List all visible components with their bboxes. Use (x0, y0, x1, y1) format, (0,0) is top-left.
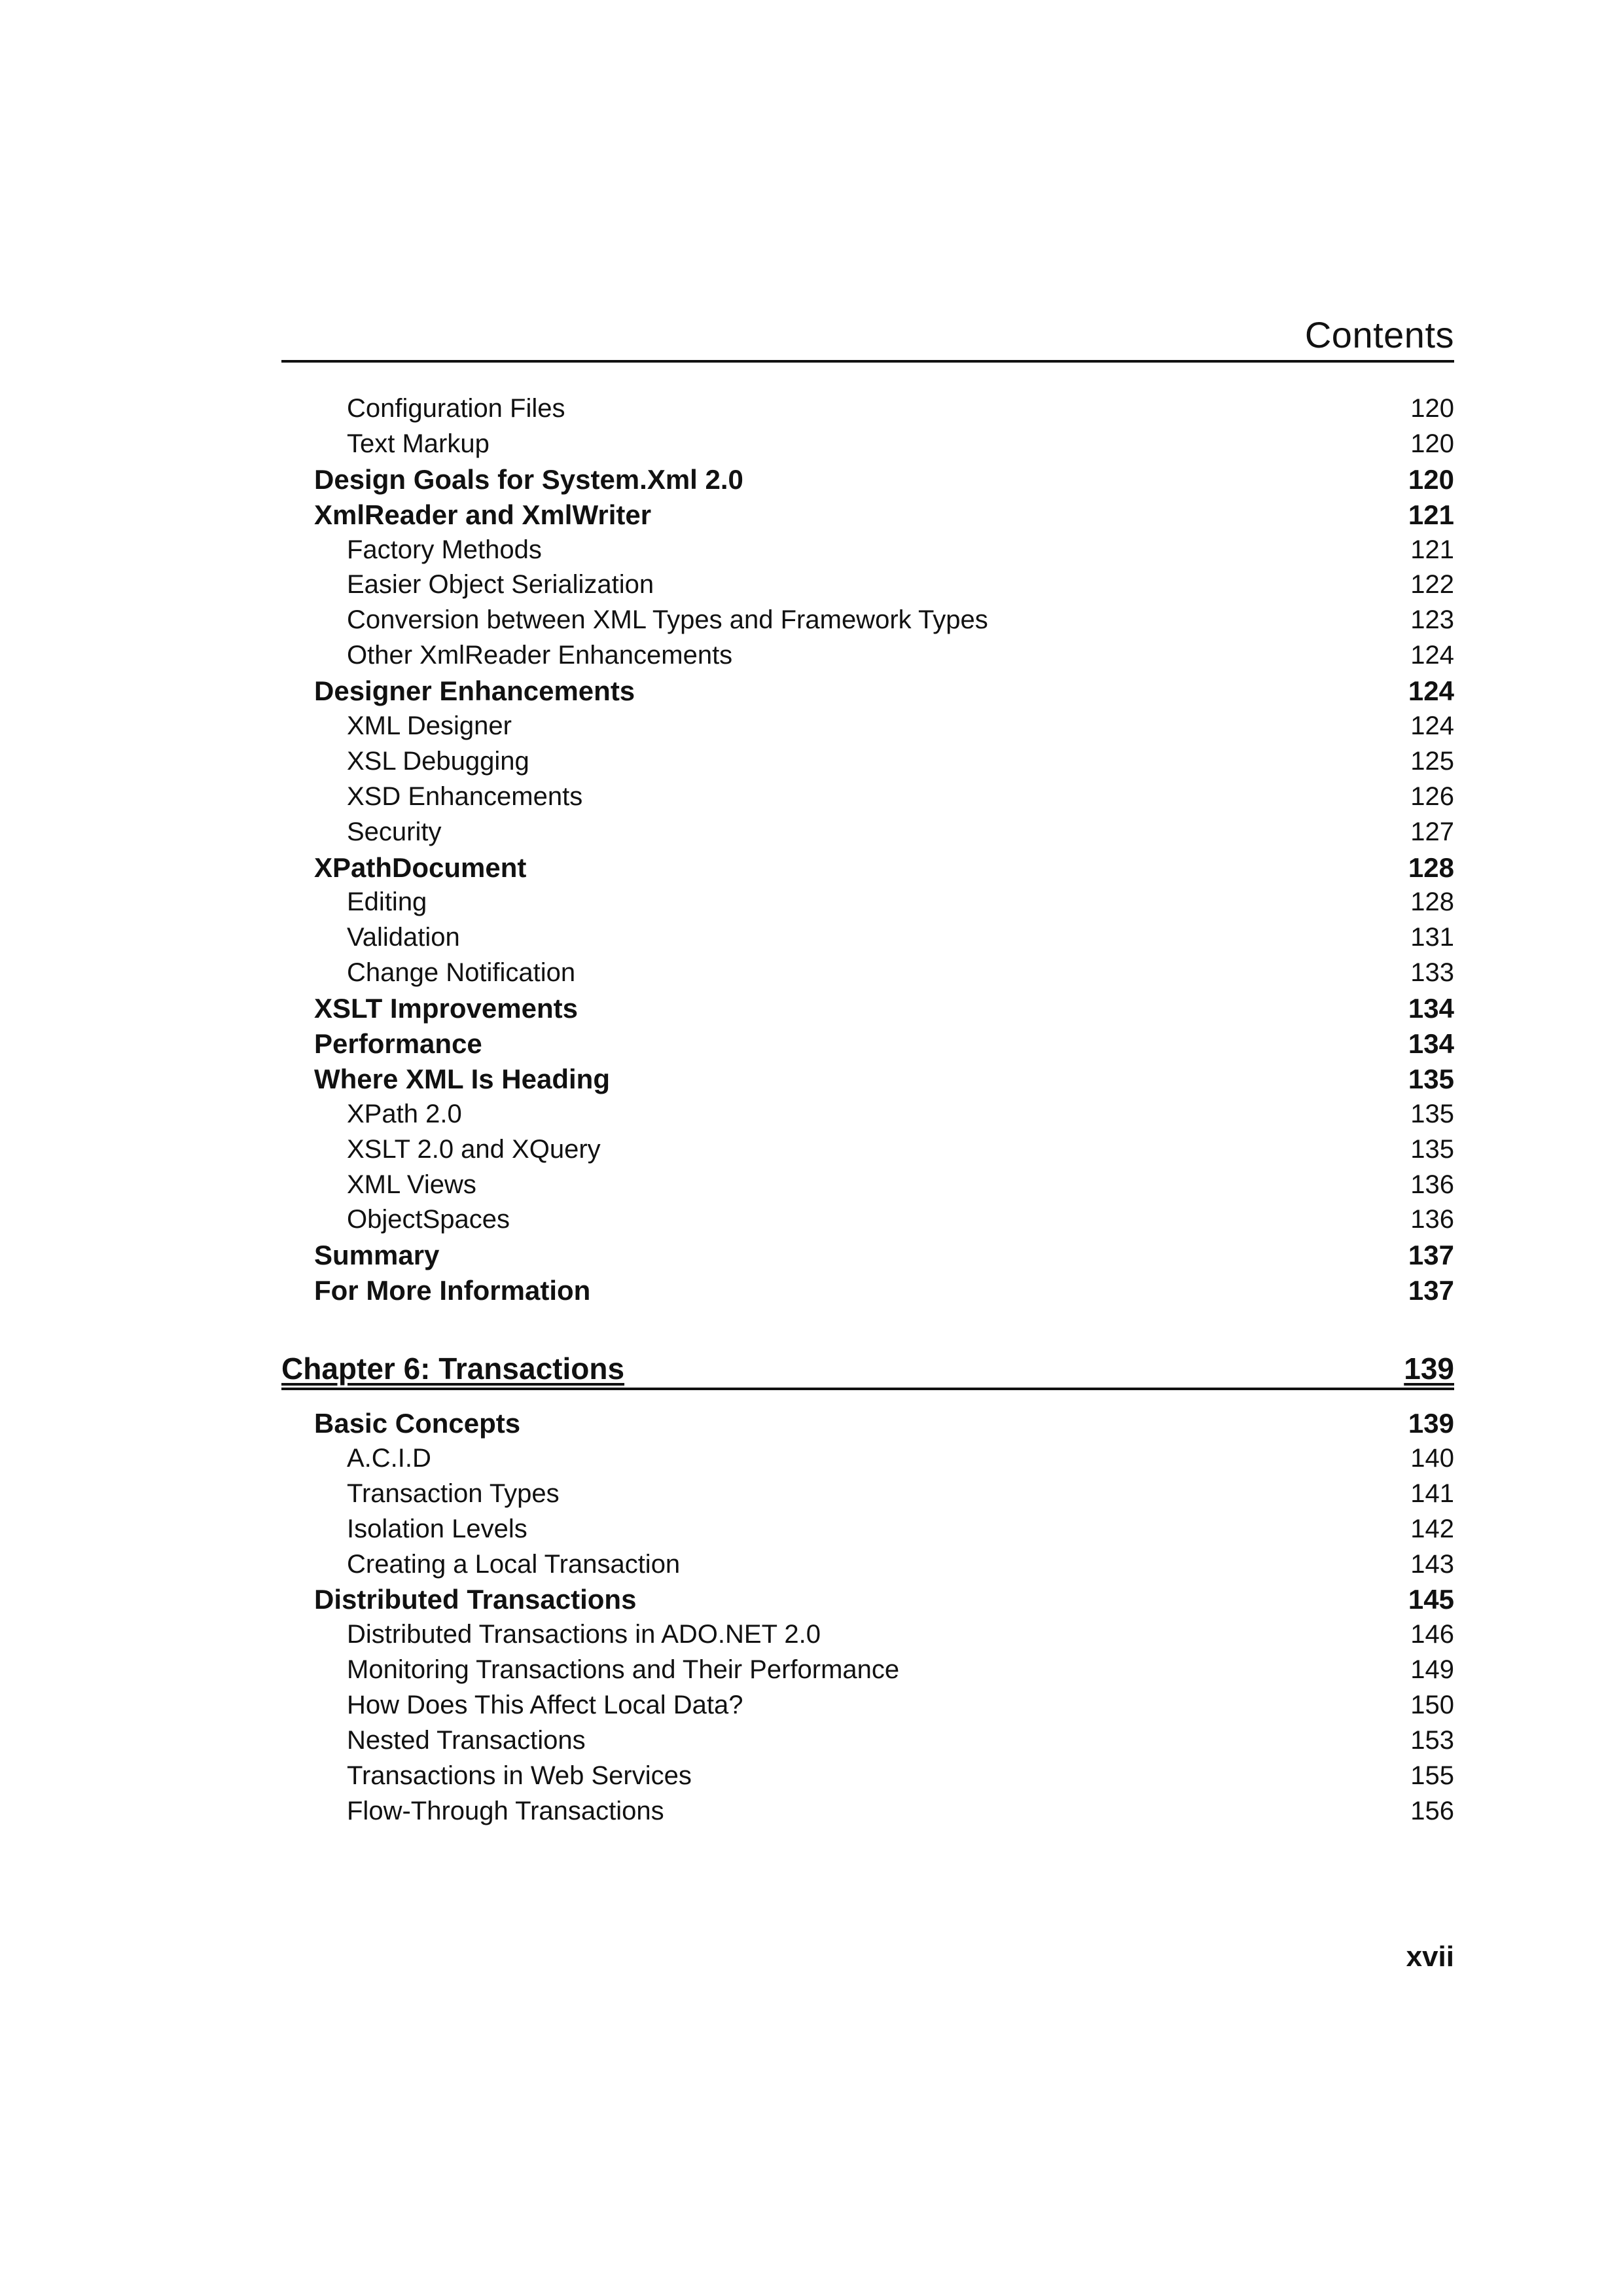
entry-page: 124 (1410, 711, 1454, 741)
toc-entry (281, 1688, 1454, 1723)
toc-entry (281, 1477, 1454, 1512)
entry-label: Design Goals for System.Xml 2.0 (314, 463, 743, 495)
entry-page: 134 (1408, 993, 1454, 1024)
entry-page: 120 (1410, 394, 1454, 423)
entry-label: Text Markup (347, 429, 490, 458)
entry-label: Basic Concepts (314, 1408, 521, 1439)
toc-entry-heading (281, 1026, 1454, 1062)
entry-label: Transaction Types (347, 1479, 560, 1508)
entry-page: 127 (1410, 817, 1454, 846)
toc-entry (281, 1132, 1454, 1168)
entry-label: Monitoring Transactions and Their Performance (347, 1655, 900, 1685)
entry-page: 135 (1408, 1063, 1454, 1094)
entry-label: XSD Enhancements (347, 781, 583, 811)
toc-entry (281, 1097, 1454, 1132)
entry-page: 141 (1410, 1479, 1454, 1508)
toc-entry (281, 815, 1454, 850)
entry-page: 123 (1410, 605, 1454, 635)
toc-entry (281, 1653, 1454, 1688)
toc-entry-heading (281, 1582, 1454, 1617)
entry-page: 136 (1410, 1205, 1454, 1234)
entry-label: XPathDocument (314, 852, 527, 883)
entry-label: XSLT 2.0 and XQuery (347, 1134, 601, 1164)
toc-entry (281, 920, 1454, 956)
entry-label: Factory Methods (347, 535, 542, 564)
toc-entry-heading (281, 850, 1454, 886)
page-folio: xvii (1406, 1941, 1454, 1973)
entry-label: XSL Debugging (347, 746, 529, 776)
toc-entry-heading (281, 497, 1454, 533)
toc-entry (281, 603, 1454, 638)
running-header (281, 308, 1454, 363)
toc-entry (281, 638, 1454, 673)
entry-label: Configuration Files (347, 394, 565, 423)
entry-page: 128 (1410, 888, 1454, 917)
entry-page: 134 (1408, 1028, 1454, 1060)
entry-page: 145 (1408, 1584, 1454, 1615)
entry-label: XML Designer (347, 711, 512, 741)
entry-label: Summary (314, 1240, 440, 1271)
toc-entry (281, 744, 1454, 780)
entry-label: Distributed Transactions in ADO.NET 2.0 (347, 1620, 821, 1649)
toc-entry (281, 885, 1454, 920)
entry-label: Editing (347, 888, 427, 917)
entry-page: 121 (1408, 499, 1454, 530)
entry-page: 131 (1410, 923, 1454, 952)
toc-entry (281, 391, 1454, 427)
entry-label: Change Notification (347, 958, 576, 988)
entry-label: A.C.I.D (347, 1443, 431, 1473)
chapter-title: Chapter 6: Transactions (281, 1352, 625, 1386)
entry-label: Where XML Is Heading (314, 1063, 610, 1094)
entry-label: Security (347, 817, 442, 846)
entry-page: 122 (1410, 570, 1454, 600)
toc-entry-heading (281, 1273, 1454, 1308)
entry-label: For More Information (314, 1275, 591, 1306)
toc-entry (281, 1723, 1454, 1759)
toc-entry (281, 427, 1454, 462)
entry-page: 150 (1410, 1691, 1454, 1720)
toc-entry (281, 956, 1454, 991)
toc-entry-heading (281, 1062, 1454, 1097)
toc-section-transactions (281, 1406, 1454, 1829)
entry-label: Transactions in Web Services (347, 1761, 692, 1790)
toc-section-xml (281, 391, 1454, 1308)
entry-label: Flow-Through Transactions (347, 1796, 664, 1825)
entry-label: Creating a Local Transaction (347, 1549, 681, 1579)
entry-page: 125 (1410, 746, 1454, 776)
entry-page: 135 (1410, 1134, 1454, 1164)
entry-label: Distributed Transactions (314, 1584, 637, 1615)
entry-label: Nested Transactions (347, 1726, 586, 1755)
entry-page: 120 (1408, 463, 1454, 495)
entry-page: 121 (1410, 535, 1454, 564)
entry-label: Conversion between XML Types and Framework Types (347, 605, 988, 635)
entry-page: 140 (1410, 1443, 1454, 1473)
entry-label: Designer Enhancements (314, 675, 635, 707)
chapter-page: 139 (1404, 1352, 1454, 1386)
entry-page: 120 (1410, 429, 1454, 458)
entry-page: 155 (1410, 1761, 1454, 1790)
entry-label: Other XmlReader Enhancements (347, 641, 733, 670)
entry-label: Performance (314, 1028, 482, 1060)
toc-entry (281, 1759, 1454, 1794)
header-title: Contents (1304, 314, 1454, 355)
entry-label: XPath 2.0 (347, 1099, 462, 1128)
entry-page: 153 (1410, 1726, 1454, 1755)
entry-label: Validation (347, 923, 460, 952)
chapter-heading (281, 1342, 1454, 1390)
toc-entry (281, 1512, 1454, 1547)
entry-page: 124 (1408, 675, 1454, 707)
entry-label: Isolation Levels (347, 1514, 527, 1543)
toc-entry (281, 780, 1454, 815)
toc-entry (281, 1547, 1454, 1583)
entry-label: How Does This Affect Local Data? (347, 1691, 743, 1720)
toc-entry (281, 567, 1454, 603)
toc-entry (281, 709, 1454, 744)
entry-page: 143 (1410, 1549, 1454, 1579)
entry-page: 124 (1410, 641, 1454, 670)
toc-entry-heading (281, 462, 1454, 497)
entry-page: 142 (1410, 1514, 1454, 1543)
toc-entry-heading (281, 991, 1454, 1026)
entry-page: 137 (1408, 1275, 1454, 1306)
entry-page: 133 (1410, 958, 1454, 988)
entry-page: 136 (1410, 1170, 1454, 1199)
toc-entry (281, 1794, 1454, 1829)
toc-entry-heading (281, 1406, 1454, 1441)
toc-entry (281, 1168, 1454, 1203)
toc-entry-heading (281, 673, 1454, 709)
entry-page: 149 (1410, 1655, 1454, 1685)
toc-entry (281, 1617, 1454, 1653)
entry-page: 128 (1408, 852, 1454, 883)
entry-page: 156 (1410, 1796, 1454, 1825)
entry-page: 139 (1408, 1408, 1454, 1439)
entry-page: 146 (1410, 1620, 1454, 1649)
toc-entry (281, 1441, 1454, 1477)
toc-entry (281, 533, 1454, 568)
entry-page: 135 (1410, 1099, 1454, 1128)
entry-label: XSLT Improvements (314, 993, 578, 1024)
entry-label: XmlReader and XmlWriter (314, 499, 652, 530)
toc-entry (281, 1202, 1454, 1238)
entry-page: 137 (1408, 1240, 1454, 1271)
entry-label: XML Views (347, 1170, 476, 1199)
entry-label: Easier Object Serialization (347, 570, 654, 600)
toc-entry-heading (281, 1238, 1454, 1273)
entry-label: ObjectSpaces (347, 1205, 510, 1234)
entry-page: 126 (1410, 781, 1454, 811)
